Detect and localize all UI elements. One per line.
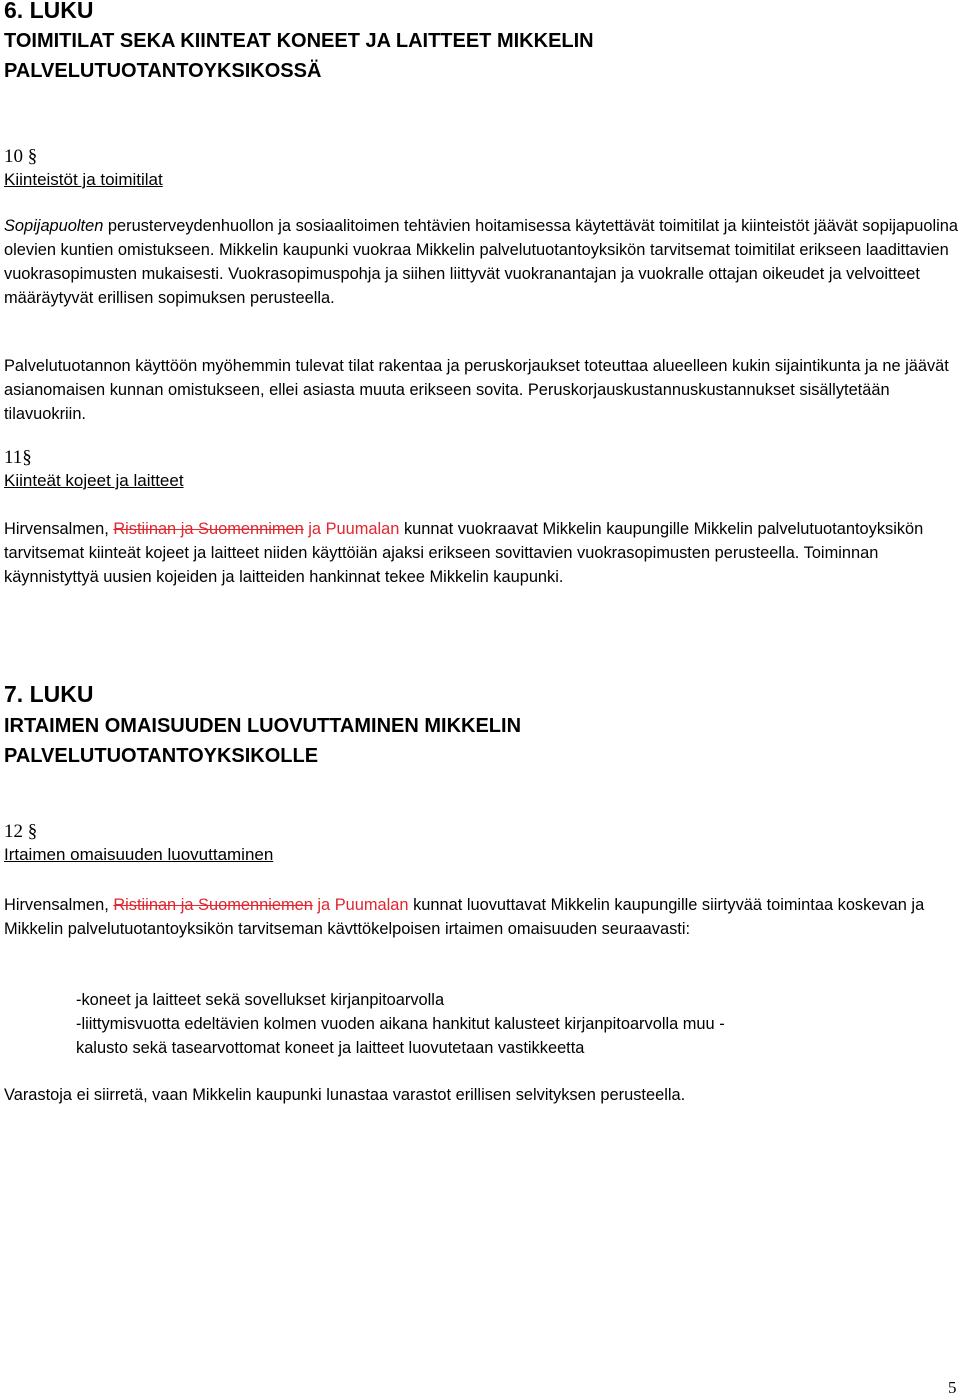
- section-10-paragraph-2: Palvelutuotannon käyttöön myöhemmin tulevat tilat rakentaa ja peruskorjaukset toteuttaa alueelleen kukin sijaintikunta ja ne jäävät asianomaisen kunnan omistukseen, ellei asiasta muuta erikseen sovita. Peruskorjauskustannuskustannukset sisällytetään tilavuokriin.: [4, 357, 949, 423]
- inserted-municipality: ja Puumalan: [312, 896, 409, 914]
- chapter-6-title-line-1: TOIMITILAT SEKA KIINTEAT KONEET JA LAITTEET MIKKELIN: [4, 30, 594, 52]
- section-12-heading: Irtaimen omaisuuden luovuttaminen: [4, 845, 274, 864]
- section-11-paragraph-1: [4, 517, 960, 589]
- section-12-text-start: Hirvensalmen,: [4, 896, 114, 914]
- section-12-number: 12 §: [4, 821, 38, 842]
- chapter-7-label: 7. LUKU: [4, 681, 94, 707]
- inserted-municipality: ja Puumalan: [303, 520, 400, 538]
- section-11-number: 11§: [4, 447, 32, 468]
- chapter-6-title-line-2: PALVELUTUOTANTOYKSIKOSSÄ: [4, 60, 322, 82]
- section-12-paragraph-2: Varastoja ei siirretä, vaan Mikkelin kaupunki lunastaa varastot erillisen selvityksen perusteella.: [4, 1086, 686, 1104]
- page-number: 5: [948, 1378, 957, 1397]
- chapter-7-title-line-2: PALVELUTUOTANTOYKSIKOLLE: [4, 745, 319, 767]
- section-11-text-start: Hirvensalmen,: [4, 520, 114, 538]
- chapter-6-label: 6. LUKU: [4, 0, 94, 23]
- section-10-heading: Kiinteistöt ja toimitilat: [4, 170, 163, 189]
- section-12-paragraph-1: [4, 893, 960, 941]
- section-12-text-rest: kunnat luovuttavat Mikkelin kaupungille siirtyvää toimintaa koskevan ja Mikkelin palvelutuotantoyksikön tarvitseman kävttökelpoisen irtaimen omaisuuden seuraavasti:: [4, 896, 925, 938]
- section-11-heading: Kiinteät kojeet ja laitteet: [4, 471, 184, 490]
- list-item: -koneet ja laitteet sekä sovellukset kirjanpitoarvolla: [76, 991, 445, 1009]
- section-10-number: 10 §: [4, 146, 38, 167]
- section-11-text-rest: kunnat vuokraavat Mikkelin kaupungille Mikkelin palvelutuotantoyksikön tarvitsemat kiinteät kojeet ja laitteet niiden käyttöiän ajaksi erikseen sovittavien vuokrasopimusten perusteella. Toiminnan käynnistyttyä uusien kojeiden ja laitteiden hankinnat tekee Mikkelin kaupunki.: [4, 520, 924, 586]
- asset-transfer-list: [76, 988, 725, 1060]
- struck-municipalities: Ristiinan ja Suomennimen: [113, 520, 304, 538]
- struck-municipalities: Ristiinan ja Suomenniemen: [113, 896, 313, 914]
- list-item: kalusto sekä tasearvottomat koneet ja laitteet luovutetaan vastikkeetta: [76, 1039, 585, 1057]
- section-10-paragraph-1: [4, 214, 960, 310]
- italic-term: Sopijapuolten: [4, 217, 104, 235]
- chapter-7-title-line-1: IRTAIMEN OMAISUUDEN LUOVUTTAMINEN MIKKELIN: [4, 715, 522, 737]
- list-item: -liittymisvuotta edeltävien kolmen vuoden aikana hankitut kalusteet kirjanpitoarvolla muu -: [76, 1015, 725, 1033]
- section-10-paragraph-1-text: perusterveydenhuollon ja sosiaalitoimen tehtävien hoitamisessa käytettävät toimitilat ja kiinteistöt jäävät sopijapuolina olevien kuntien omistukseen. Mikkelin kaupunki vuokraa Mikkelin palvelutuotantoyksikön tarvitsemat toimitilat erikseen laadittavien vuokrasopimusten mukaisesti. Vuokrasopimuspohja ja siihen liittyvät vuokranantajan ja vuokralle ottajan oikeudet ja velvoitteet määräytyvät erillisen sopimuksen perusteella.: [4, 217, 958, 307]
